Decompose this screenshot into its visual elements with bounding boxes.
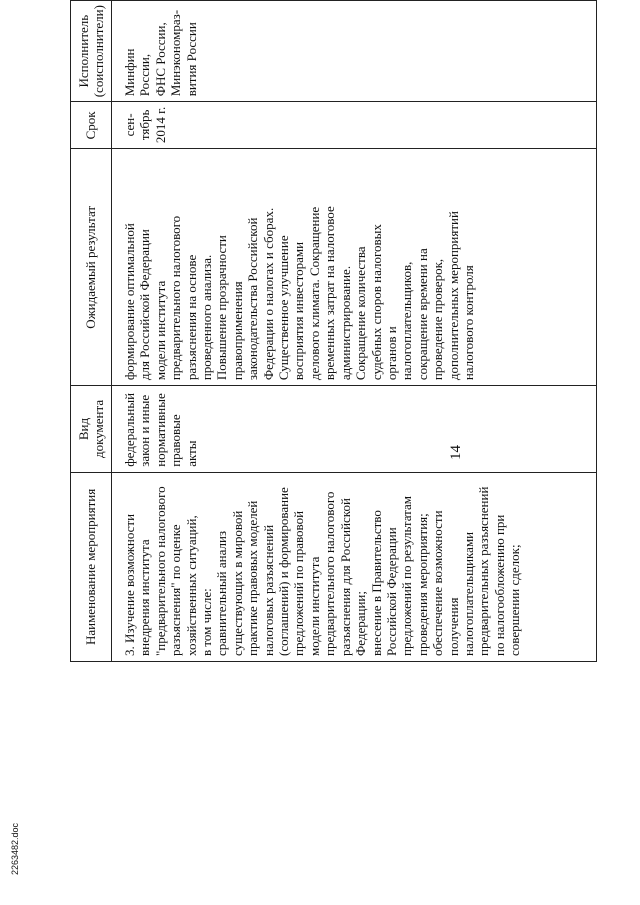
cell-result: формирование оптимальной для Российской Федерации модели института предварительного налогового разъяснения на основе проведенного анализа. Повышение прозрачности правоприменения законодательства Российской Федерации о налогах и сборах. Существенное улучшение восприятия инвесторами делового климата. Сокращение временных затрат на налоговое администрирование. Сокращение количества судебных споров налоговых органов и налогоплательщиков, сокращение времени на проведение проверок, дополнительных мероприятий налогового контроля xyxy=(112,149,597,386)
cell-executor: Минфин России, ФНС России, Минэкономраз- вития России xyxy=(112,1,597,102)
header-row xyxy=(71,1,112,662)
cell-doc-type: федеральный закон и иные нормативные правовые акты xyxy=(112,386,597,473)
cell-term: сен- тябрь 2014 г. xyxy=(112,102,597,149)
cell-event: 3. Изучение возможности внедрения института "предварительного налогового разъяснения" по оценке хозяйственных ситуаций, в том числе: сравнительный анализ существующих в мировой практике правовых моделей налоговых разъяснений (соглашений) и формирование предложений по правовой модели института предварительного налогового разъяснения для Российской Федерации; внесение в Правительство Российской Федерации предложений по результатам проведения мероприятия; обеспечение возможности получения налогоплательщиками предварительных разъяснений по налогообложению при совершении сделок; xyxy=(112,472,597,661)
header-doc-type: Вид документа xyxy=(71,386,112,473)
header-executor: Исполнитель (соисполнители) xyxy=(71,1,112,102)
table-row xyxy=(112,1,597,662)
header-term: Срок xyxy=(71,102,112,149)
page-number: 14 xyxy=(448,445,464,460)
plan-table xyxy=(70,0,597,662)
footer-doc-code: 2263482.doc xyxy=(10,822,20,875)
header-result: Ожидаемый результат xyxy=(71,149,112,386)
header-event: Наименование мероприятия xyxy=(71,472,112,661)
